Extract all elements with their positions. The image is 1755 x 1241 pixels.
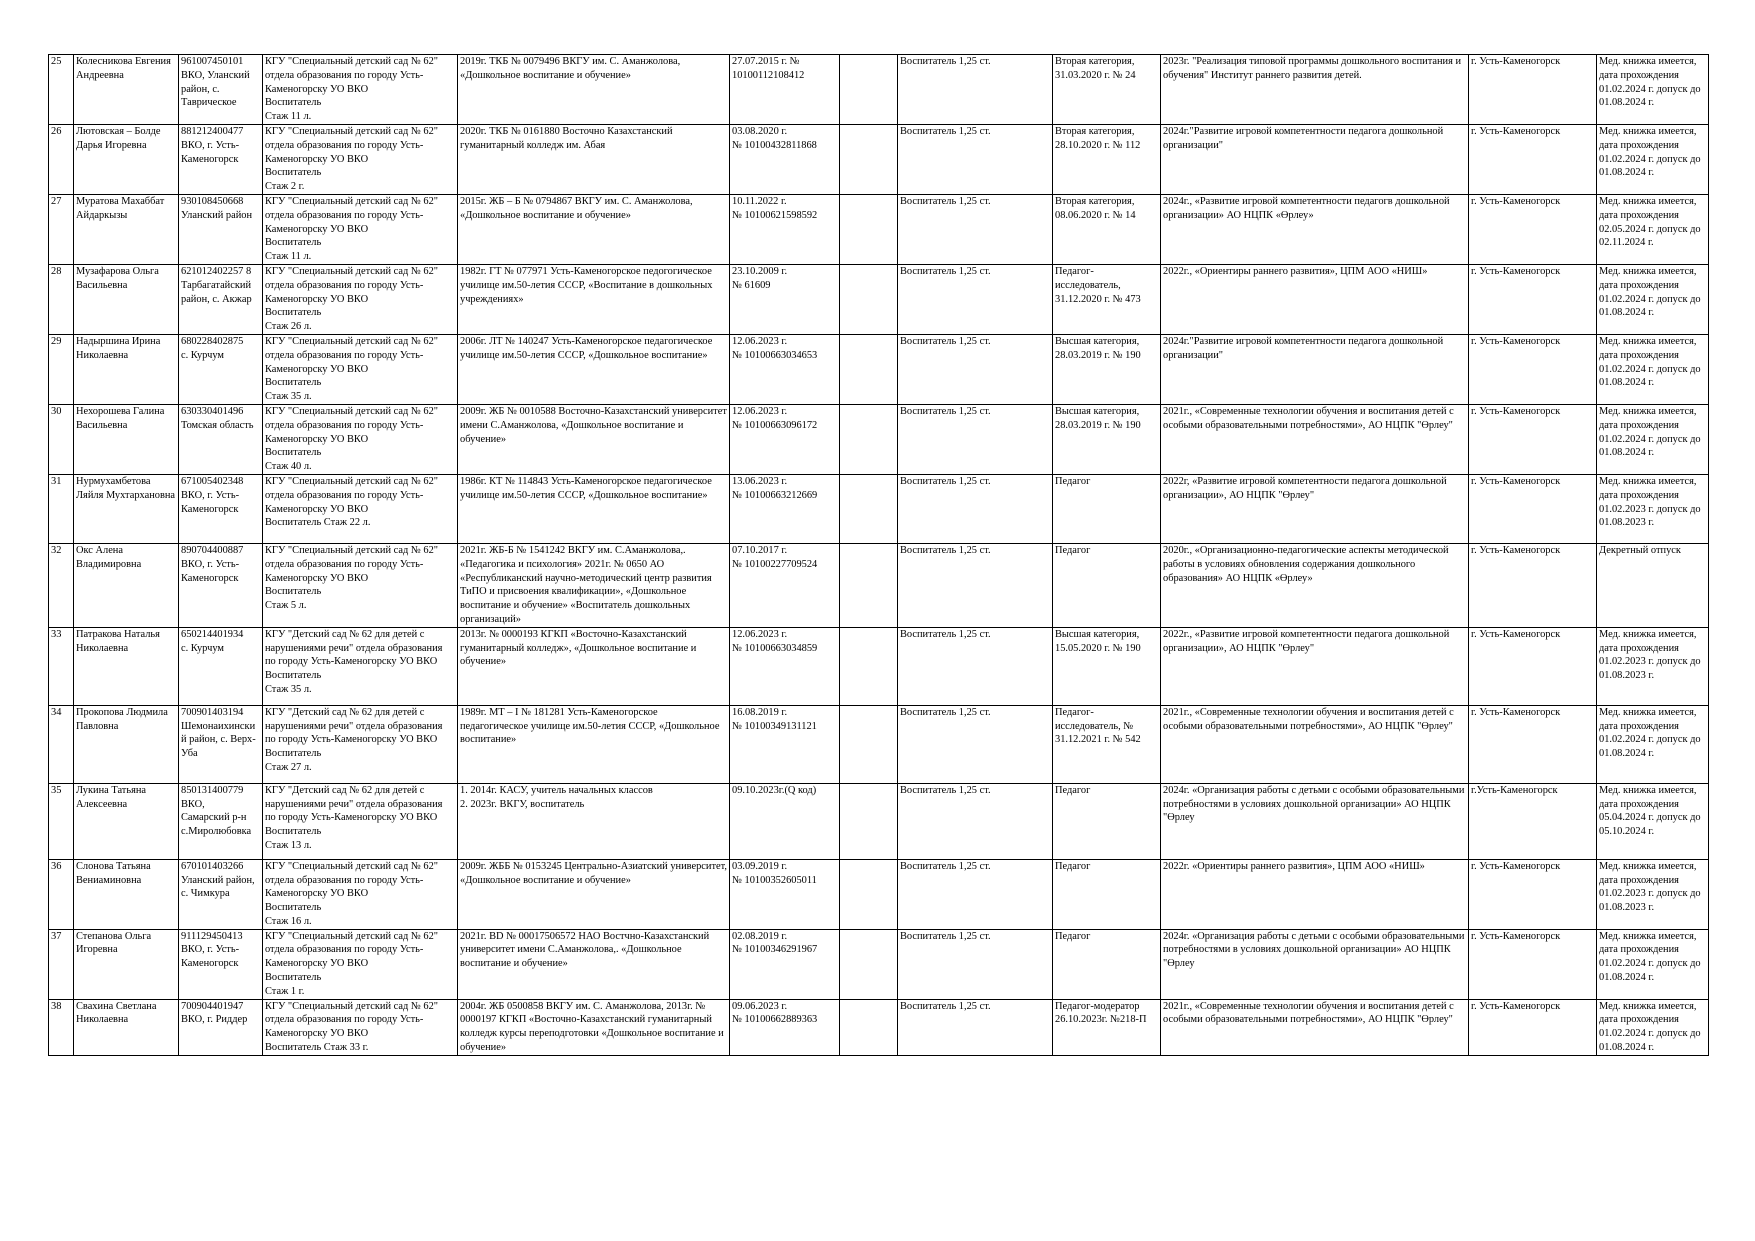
cell-workplace: КГУ "Специальный детский сад № 62" отдела образования по городу Усть-Каменогорску УО ВКО Воспитатель Стаж 16 л.: [263, 859, 458, 929]
cell-number: 35: [49, 783, 74, 859]
staff-table: [48, 54, 1709, 1056]
cell-certificate: 10.11.2022 г. № 10100621598592: [730, 194, 840, 264]
cell-medical: Мед. книжка имеется, дата прохождения 01.02.2024 г. допуск до 01.08.2024 г.: [1597, 705, 1709, 783]
cell-iin-birthplace: 670101403266 Уланский район, с. Чимкура: [179, 859, 263, 929]
table-row: [49, 783, 1709, 859]
cell-workplace: КГУ "Детский сад № 62 для детей с нарушениями речи" отдела образования по городу Усть-Каменогорску УО ВКО Воспитатель Стаж 13 л.: [263, 783, 458, 859]
cell-city: г. Усть-Каменогорск: [1469, 543, 1597, 627]
cell-city: г. Усть-Каменогорск: [1469, 929, 1597, 999]
cell-full-name: Слонова Татьяна Вениаминовна: [74, 859, 179, 929]
cell-number: 25: [49, 55, 74, 125]
cell-education: 2013г. № 0000193 КГКП «Восточно-Казахстанский гуманитарный колледж», «Дошкольное воспитание и обучение»: [458, 627, 730, 705]
cell-city: г.Усть-Каменогорск: [1469, 783, 1597, 859]
cell-courses: 2021г., «Современные технологии обучения и воспитания детей с особыми образовательными потребностями», АО НЦПК "Өрлеу": [1161, 404, 1469, 474]
cell-medical: Мед. книжка имеется, дата прохождения 01.02.2024 г. допуск до 01.08.2024 г.: [1597, 125, 1709, 195]
cell-medical: Мед. книжка имеется, дата прохождения 01.02.2024 г. допуск до 01.08.2024 г.: [1597, 334, 1709, 404]
cell-category: Педагог: [1053, 929, 1161, 999]
cell-empty: [840, 543, 898, 627]
cell-city: г. Усть-Каменогорск: [1469, 474, 1597, 543]
cell-full-name: Патракова Наталья Николаевна: [74, 627, 179, 705]
cell-full-name: Степанова Ольга Игоревна: [74, 929, 179, 999]
cell-iin-birthplace: 700904401947 ВКО, г. Риддер: [179, 999, 263, 1055]
cell-empty: [840, 627, 898, 705]
cell-number: 38: [49, 999, 74, 1055]
cell-workplace: КГУ "Специальный детский сад № 62" отдела образования по городу Усть-Каменогорску УО ВКО Воспитатель Стаж 26 л.: [263, 264, 458, 334]
table-row: [49, 125, 1709, 195]
cell-iin-birthplace: 630330401496 Томская область: [179, 404, 263, 474]
cell-number: 31: [49, 474, 74, 543]
cell-number: 28: [49, 264, 74, 334]
cell-workplace: КГУ "Специальный детский сад № 62" отдела образования по городу Усть-Каменогорску УО ВКО Воспитатель Стаж 5 л.: [263, 543, 458, 627]
table-row: [49, 627, 1709, 705]
cell-position: Воспитатель 1,25 ст.: [898, 404, 1053, 474]
cell-number: 29: [49, 334, 74, 404]
cell-iin-birthplace: 850131400779 ВКО, Самарский р-н с.Миролюбовка: [179, 783, 263, 859]
cell-education: 2015г. ЖБ – Б № 0794867 ВКГУ им. С. Аманжолова, «Дошкольное воспитание и обучение»: [458, 194, 730, 264]
cell-workplace: КГУ "Специальный детский сад № 62" отдела образования по городу Усть-Каменогорску УО ВКО Воспитатель Стаж 11 л.: [263, 55, 458, 125]
cell-full-name: Нехорошева Галина Васильевна: [74, 404, 179, 474]
cell-category: Педагог: [1053, 543, 1161, 627]
cell-city: г. Усть-Каменогорск: [1469, 404, 1597, 474]
cell-empty: [840, 783, 898, 859]
cell-city: г. Усть-Каменогорск: [1469, 999, 1597, 1055]
cell-category: Педагог: [1053, 783, 1161, 859]
cell-courses: 2022г., «Ориентиры раннего развития», ЦПМ АОО «НИШ»: [1161, 264, 1469, 334]
cell-courses: 2022г, «Развитие игровой компетентности педагога дошкольной организации», АО НЦПК "Өрлеу": [1161, 474, 1469, 543]
cell-category: Педагог: [1053, 859, 1161, 929]
table-row: [49, 194, 1709, 264]
cell-city: г. Усть-Каменогорск: [1469, 194, 1597, 264]
table-row: [49, 264, 1709, 334]
table-row: [49, 543, 1709, 627]
cell-empty: [840, 474, 898, 543]
cell-category: Педагог: [1053, 474, 1161, 543]
cell-full-name: Свахина Светлана Николаевна: [74, 999, 179, 1055]
cell-city: г. Усть-Каменогорск: [1469, 55, 1597, 125]
cell-position: Воспитатель 1,25 ст.: [898, 929, 1053, 999]
cell-number: 26: [49, 125, 74, 195]
cell-certificate: 03.08.2020 г. № 10100432811868: [730, 125, 840, 195]
cell-city: г. Усть-Каменогорск: [1469, 859, 1597, 929]
cell-workplace: КГУ "Специальный детский сад № 62" отдела образования по городу Усть-Каменогорску УО ВКО Воспитатель Стаж 35 л.: [263, 334, 458, 404]
cell-medical: Мед. книжка имеется, дата прохождения 01.02.2023 г. допуск до 01.08.2023 г.: [1597, 627, 1709, 705]
table-row: [49, 55, 1709, 125]
cell-city: г. Усть-Каменогорск: [1469, 264, 1597, 334]
cell-city: г. Усть-Каменогорск: [1469, 125, 1597, 195]
cell-category: Вторая категория, 08.06.2020 г. № 14: [1053, 194, 1161, 264]
cell-courses: 2024г., «Развитие игровой компетентности педагогв дошкольной организации» АО НЦПК «Өрлеу»: [1161, 194, 1469, 264]
cell-position: Воспитатель 1,25 ст.: [898, 264, 1053, 334]
cell-iin-birthplace: 621012402257 8 Тарбагатайский район, с. Акжар: [179, 264, 263, 334]
cell-certificate: 12.06.2023 г. № 10100663034653: [730, 334, 840, 404]
cell-number: 27: [49, 194, 74, 264]
cell-education: 2021г. BD № 00017506572 НАО Востчно-Казахстанский университет имени С.Аманжолова,. «Дошкольное воспитание и обучение»: [458, 929, 730, 999]
cell-full-name: Колесникова Евгения Андреевна: [74, 55, 179, 125]
table-row: [49, 404, 1709, 474]
cell-education: 2006г. ЛТ № 140247 Усть-Каменогорское педагогическое училище им.50-летия СССР, «Дошкольное воспитание»: [458, 334, 730, 404]
cell-number: 30: [49, 404, 74, 474]
table-row: [49, 999, 1709, 1055]
cell-full-name: Музафарова Ольга Васильевна: [74, 264, 179, 334]
cell-position: Воспитатель 1,25 ст.: [898, 334, 1053, 404]
cell-education: 2021г. ЖБ-Б № 1541242 ВКГУ им. С.Аманжолова,. «Педагогика и психология» 2021г. № 0650 АО «Республиканский научно-методический центр развития ТиПО и присвоения квалификации», «Дошкольное воспитание и обучение» «Воспитатель дошкольных организаций»: [458, 543, 730, 627]
cell-courses: 2024г. «Организация работы с детьми с особыми образовательными потребностями в условиях дошкольной организации» АО НЦПК "Өрлеу: [1161, 783, 1469, 859]
cell-position: Воспитатель 1,25 ст.: [898, 55, 1053, 125]
table-row: [49, 474, 1709, 543]
cell-medical: Мед. книжка имеется, дата прохождения 01.02.2023 г. допуск до 01.08.2023 г.: [1597, 474, 1709, 543]
cell-empty: [840, 999, 898, 1055]
cell-iin-birthplace: 911129450413 ВКО, г. Усть-Каменогорск: [179, 929, 263, 999]
cell-full-name: Лукина Татьяна Алексеевна: [74, 783, 179, 859]
cell-medical: Мед. книжка имеется, дата прохождения 01.02.2024 г. допуск до 01.08.2024 г.: [1597, 999, 1709, 1055]
cell-iin-birthplace: 890704400887 ВКО, г. Усть-Каменогорск: [179, 543, 263, 627]
cell-medical: Мед. книжка имеется, дата прохождения 02.05.2024 г. допуск до 02.11.2024 г.: [1597, 194, 1709, 264]
table-body: [49, 55, 1709, 1056]
table-row: [49, 705, 1709, 783]
cell-full-name: Нурмухамбетова Ляйля Мухтархановна: [74, 474, 179, 543]
cell-certificate: 13.06.2023 г. № 10100663212669: [730, 474, 840, 543]
cell-position: Воспитатель 1,25 ст.: [898, 543, 1053, 627]
cell-position: Воспитатель 1,25 ст.: [898, 627, 1053, 705]
cell-empty: [840, 125, 898, 195]
cell-full-name: Муратова Махаббат Айдаркызы: [74, 194, 179, 264]
cell-empty: [840, 55, 898, 125]
cell-workplace: КГУ "Специальный детский сад № 62" отдела образования по городу Усть-Каменогорску УО ВКО Воспитатель Стаж 40 л.: [263, 404, 458, 474]
cell-position: Воспитатель 1,25 ст.: [898, 125, 1053, 195]
cell-education: 1982г. ГТ № 077971 Усть-Каменогорское педогогическое училище им.50-летия СССР, «Воспитание в дошкольных учреждениях»: [458, 264, 730, 334]
cell-medical: Мед. книжка имеется, дата прохождения 01.02.2024 г. допуск до 01.08.2024 г.: [1597, 55, 1709, 125]
cell-certificate: 16.08.2019 г. № 10100349131121: [730, 705, 840, 783]
cell-category: Высшая категория, 28.03.2019 г. № 190: [1053, 334, 1161, 404]
cell-iin-birthplace: 881212400477 ВКО, г. Усть-Каменогорск: [179, 125, 263, 195]
cell-certificate: 09.10.2023г.(Q код): [730, 783, 840, 859]
cell-iin-birthplace: 930108450668 Уланский район: [179, 194, 263, 264]
cell-full-name: Лютовская – Болде Дарья Игоревна: [74, 125, 179, 195]
cell-full-name: Прокопова Людмила Павловна: [74, 705, 179, 783]
cell-iin-birthplace: 680228402875 с. Курчум: [179, 334, 263, 404]
cell-education: 2009г. ЖБ № 0010588 Восточно-Казахстанский университет имени С.Аманжолова, «Дошкольное воспитание и обучение»: [458, 404, 730, 474]
cell-number: 34: [49, 705, 74, 783]
cell-courses: 2020г., «Организационно-педагогические аспекты методической работы в условиях обновления содержания дошкольного образования» АО НЦПК «Өрлеу»: [1161, 543, 1469, 627]
cell-medical: Мед. книжка имеется, дата прохождения 01.02.2023 г. допуск до 01.08.2023 г.: [1597, 859, 1709, 929]
cell-courses: 2021г., «Современные технологии обучения и воспитания детей с особыми образовательными потребностями», АО НЦПК "Өрлеу": [1161, 999, 1469, 1055]
cell-workplace: КГУ "Специальный детский сад № 62" отдела образования по городу Усть-Каменогорску УО ВКО Воспитатель Стаж 11 л.: [263, 194, 458, 264]
cell-category: Педагог-модератор 26.10.2023г. №218-П: [1053, 999, 1161, 1055]
table-row: [49, 929, 1709, 999]
cell-iin-birthplace: 961007450101 ВКО, Уланский район, с. Таврическое: [179, 55, 263, 125]
cell-category: Педагог-исследователь, № 31.12.2021 г. № 542: [1053, 705, 1161, 783]
cell-category: Высшая категория, 28.03.2019 г. № 190: [1053, 404, 1161, 474]
cell-category: Педагог-исследователь, 31.12.2020 г. № 473: [1053, 264, 1161, 334]
cell-education: 2020г. ТКБ № 0161880 Восточно Казахстанский гуманитарный колледж им. Абая: [458, 125, 730, 195]
cell-certificate: 23.10.2009 г. № 61609: [730, 264, 840, 334]
cell-position: Воспитатель 1,25 ст.: [898, 999, 1053, 1055]
cell-workplace: КГУ "Специальный детский сад № 62" отдела образования по городу Усть-Каменогорску УО ВКО Воспитатель Стаж 33 г.: [263, 999, 458, 1055]
cell-education: 2009г. ЖББ № 0153245 Центрально-Азиатский университет, «Дошкольное воспитание и обучение»: [458, 859, 730, 929]
cell-courses: 2024г."Развитие игровой компетентности педагога дошкольной организации": [1161, 125, 1469, 195]
cell-education: 2004г. ЖБ 0500858 ВКГУ им. С. Аманжолова, 2013г. № 0000197 КГКП «Восточно-Казахстанский гуманитарный колледж курсы переподготовки «Дошкольное воспитание и обучение»: [458, 999, 730, 1055]
cell-workplace: КГУ "Детский сад № 62 для детей с нарушениями речи" отдела образования по городу Усть-Каменогорску УО ВКО Воспитатель Стаж 27 л.: [263, 705, 458, 783]
cell-empty: [840, 859, 898, 929]
cell-position: Воспитатель 1,25 ст.: [898, 474, 1053, 543]
cell-position: Воспитатель 1,25 ст.: [898, 194, 1053, 264]
cell-medical: Мед. книжка имеется, дата прохождения 01.02.2024 г. допуск до 01.08.2024 г.: [1597, 929, 1709, 999]
cell-full-name: Окс Алена Владимировна: [74, 543, 179, 627]
cell-courses: 2021г., «Современные технологии обучения и воспитания детей с особыми образовательными потребностями», АО НЦПК "Өрлеу": [1161, 705, 1469, 783]
cell-courses: 2024г."Развитие игровой компетентности педагога дошкольной организации": [1161, 334, 1469, 404]
cell-number: 32: [49, 543, 74, 627]
cell-workplace: КГУ "Специальный детский сад № 62" отдела образования по городу Усть-Каменогорску УО ВКО Воспитатель Стаж 2 г.: [263, 125, 458, 195]
cell-courses: 2022г., «Развитие игровой компетентности педагога дошкольной организации», АО НЦПК "Өрлеу": [1161, 627, 1469, 705]
cell-education: 1989г. МТ – I № 181281 Усть-Каменогорское педагогическое училище им.50-летия СССР, «Дошкольное воспитание»: [458, 705, 730, 783]
table-row: [49, 334, 1709, 404]
cell-education: 2019г. ТКБ № 0079496 ВКГУ им. С. Аманжолова, «Дошкольное воспитание и обучение»: [458, 55, 730, 125]
cell-empty: [840, 705, 898, 783]
cell-iin-birthplace: 671005402348 ВКО, г. Усть-Каменогорск: [179, 474, 263, 543]
cell-education: 1. 2014г. КАСУ, учитель начальных классов 2. 2023г. ВКГУ, воспитатель: [458, 783, 730, 859]
cell-category: Высшая категория, 15.05.2020 г. № 190: [1053, 627, 1161, 705]
cell-empty: [840, 929, 898, 999]
cell-certificate: 02.08.2019 г. № 10100346291967: [730, 929, 840, 999]
table-row: [49, 859, 1709, 929]
cell-courses: 2022г. «Ориентиры раннего развития», ЦПМ АОО «НИШ»: [1161, 859, 1469, 929]
cell-city: г. Усть-Каменогорск: [1469, 334, 1597, 404]
cell-city: г. Усть-Каменогорск: [1469, 627, 1597, 705]
cell-certificate: 07.10.2017 г. № 10100227709524: [730, 543, 840, 627]
cell-workplace: КГУ "Детский сад № 62 для детей с нарушениями речи" отдела образования по городу Усть-Каменогорску УО ВКО Воспитатель Стаж 35 л.: [263, 627, 458, 705]
cell-empty: [840, 404, 898, 474]
cell-category: Вторая категория, 28.10.2020 г. № 112: [1053, 125, 1161, 195]
cell-medical: Декретный отпуск: [1597, 543, 1709, 627]
cell-number: 37: [49, 929, 74, 999]
cell-position: Воспитатель 1,25 ст.: [898, 705, 1053, 783]
cell-medical: Мед. книжка имеется, дата прохождения 01.02.2024 г. допуск до 01.08.2024 г.: [1597, 264, 1709, 334]
cell-courses: 2023г. "Реализация типовой программы дошкольного воспитания и обучения" Институт раннего развития детей.: [1161, 55, 1469, 125]
cell-certificate: 27.07.2015 г. № 10100112108412: [730, 55, 840, 125]
cell-empty: [840, 334, 898, 404]
cell-certificate: 09.06.2023 г. № 10100662889363: [730, 999, 840, 1055]
cell-position: Воспитатель 1,25 ст.: [898, 783, 1053, 859]
cell-city: г. Усть-Каменогорск: [1469, 705, 1597, 783]
cell-certificate: 12.06.2023 г. № 10100663096172: [730, 404, 840, 474]
cell-certificate: 12.06.2023 г. № 10100663034859: [730, 627, 840, 705]
cell-iin-birthplace: 700901403194 Шемонаихинский район, с. Верх-Уба: [179, 705, 263, 783]
cell-workplace: КГУ "Специальный детский сад № 62" отдела образования по городу Усть-Каменогорску УО ВКО Воспитатель Стаж 1 г.: [263, 929, 458, 999]
cell-courses: 2024г. «Организация работы с детьми с особыми образовательными потребностями в условиях дошкольной организации» АО НЦПК "Өрлеу: [1161, 929, 1469, 999]
cell-iin-birthplace: 650214401934 с. Курчум: [179, 627, 263, 705]
cell-empty: [840, 194, 898, 264]
cell-number: 33: [49, 627, 74, 705]
cell-category: Вторая категория, 31.03.2020 г. № 24: [1053, 55, 1161, 125]
cell-education: 1986г. КТ № 114843 Усть-Каменогорское педагогическое училище им.50-летия СССР, «Дошкольное воспитание»: [458, 474, 730, 543]
cell-medical: Мед. книжка имеется, дата прохождения 01.02.2024 г. допуск до 01.08.2024 г.: [1597, 404, 1709, 474]
cell-workplace: КГУ "Специальный детский сад № 62" отдела образования по городу Усть-Каменогорску УО ВКО Воспитатель Стаж 22 л.: [263, 474, 458, 543]
cell-certificate: 03.09.2019 г. № 10100352605011: [730, 859, 840, 929]
cell-medical: Мед. книжка имеется, дата прохождения 05.04.2024 г. допуск до 05.10.2024 г.: [1597, 783, 1709, 859]
cell-position: Воспитатель 1,25 ст.: [898, 859, 1053, 929]
cell-full-name: Надыршина Ирина Николаевна: [74, 334, 179, 404]
cell-empty: [840, 264, 898, 334]
cell-number: 36: [49, 859, 74, 929]
